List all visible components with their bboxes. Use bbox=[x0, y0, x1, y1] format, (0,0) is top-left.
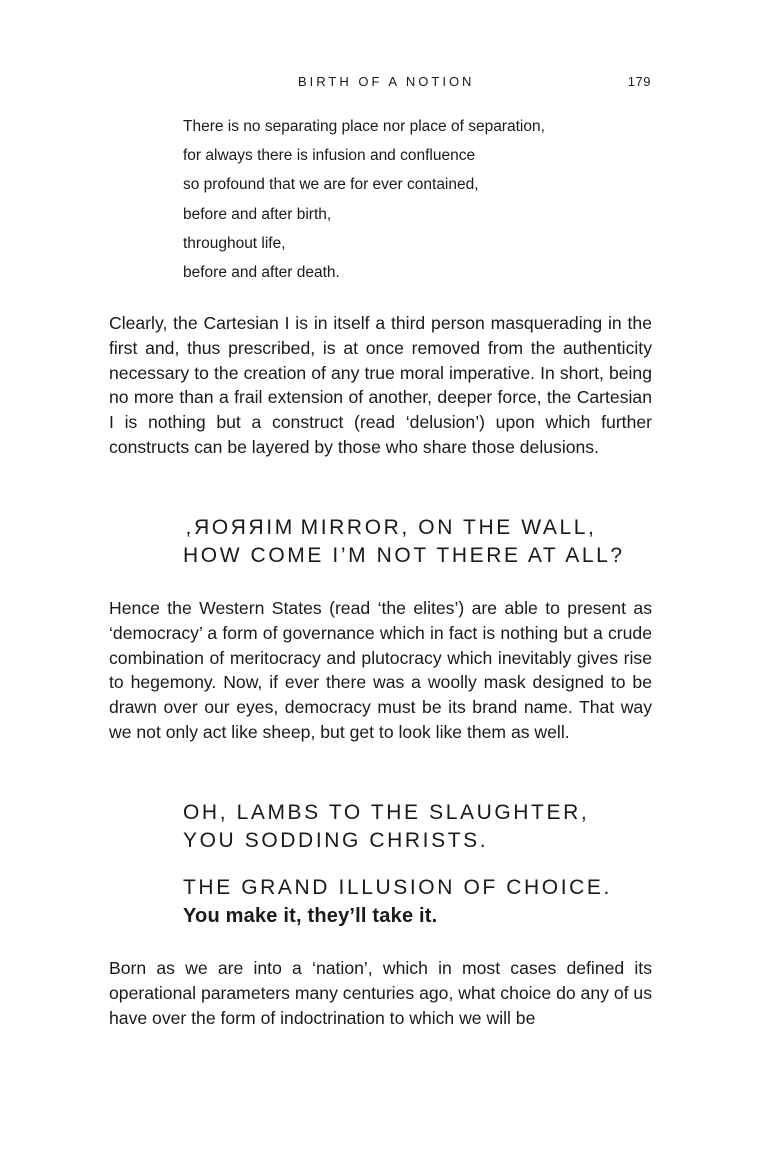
mirrored-word: MIRROR, bbox=[183, 516, 293, 539]
body-paragraph: Clearly, the Cartesian I is in itself a third person masquerading in the first and, thus prescribed, is at once removed from the authenticity necessary to the creation of any true moral imperative. In short, being no more than a frail extension of another, deeper force, the Cartesian I is nothing but a construct (read ‘delusion’) upon which further constructs can be layered by those who share those delusions. bbox=[109, 313, 652, 457]
mirror-heading-line-2: HOW COME I’M NOT THERE AT ALL? bbox=[183, 544, 625, 567]
illusion-heading-line-1: THE GRAND ILLUSION OF CHOICE. bbox=[183, 876, 612, 899]
body-paragraph: Hence the Western States (read ‘the elites’) are able to present as ‘democracy’ a form of governance which in fact is nothing but a crude combination of meritocracy and plutocracy which inevitably gives rise to hegemony. Now, if ever there was a woolly mask designed to be drawn over our eyes, democracy must be its brand name. That way we not only act like sheep, but get to look like them as well. bbox=[109, 598, 652, 742]
poem-line: before and after death. bbox=[183, 263, 340, 281]
lambs-heading-line-1: OH, LAMBS TO THE SLAUGHTER, bbox=[183, 801, 590, 824]
poem-line: throughout life, bbox=[183, 234, 286, 252]
mirror-heading-line-1-rest: MIRROR, ON THE WALL, bbox=[292, 516, 597, 539]
mirror-heading-line-1 bbox=[183, 514, 663, 542]
mirror-heading bbox=[183, 514, 663, 570]
poem-line: before and after birth, bbox=[183, 205, 332, 223]
lambs-heading-line-2: YOU SODDING CHRISTS. bbox=[183, 829, 489, 852]
poem-line: There is no separating place nor place of separation, bbox=[183, 118, 545, 135]
body-paragraph: Born as we are into a ‘nation’, which in most cases defined its operational parameters many centuries ago, what choice do any of us have over the form of indoctrination to which we will be bbox=[109, 958, 652, 1028]
poem-line: so profound that we are for ever contained, bbox=[183, 176, 479, 194]
poem-block bbox=[183, 112, 663, 287]
page-number: 179 bbox=[627, 74, 651, 89]
lambs-heading bbox=[183, 799, 663, 855]
running-head bbox=[0, 74, 761, 94]
poem-line: for always there is infusion and confluence bbox=[183, 147, 476, 165]
illusion-heading bbox=[183, 874, 663, 930]
running-title: BIRTH OF A NOTION bbox=[298, 74, 475, 89]
illusion-heading-bold-line: You make it, they’ll take it. bbox=[183, 905, 438, 927]
